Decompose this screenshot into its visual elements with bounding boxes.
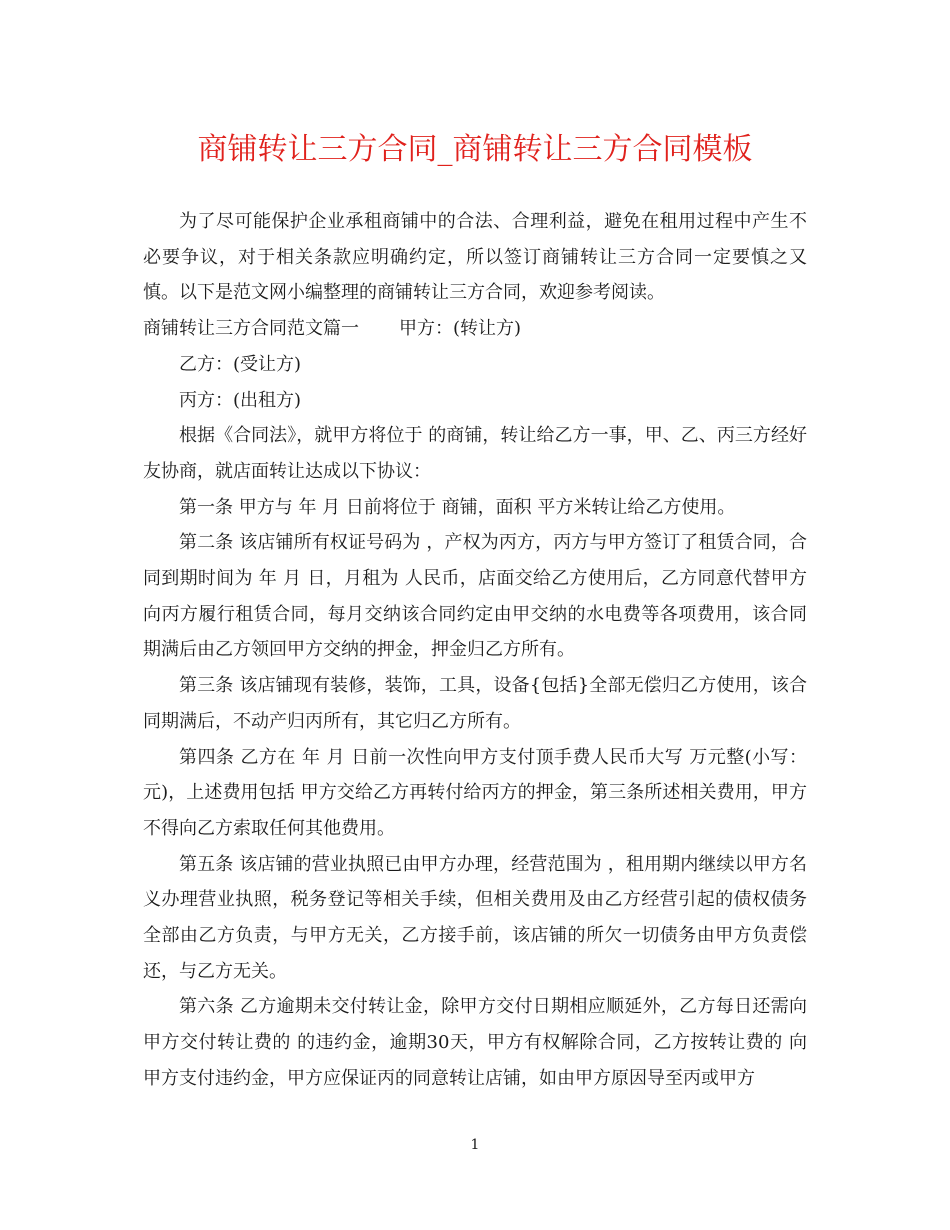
page-number: 1 xyxy=(470,1137,480,1153)
party-a: 甲方：(转让方) xyxy=(399,318,522,340)
party-c: 丙方：(出租方) xyxy=(179,389,302,411)
article-1: 第一条 甲方与 年 月 日前将位于 商铺，面积 平方米转让给乙方使用。 xyxy=(179,496,736,518)
article-6: 第六条 乙方逾期未交付转让金，除甲方交付日期相应顺延外，乙方每日还需向甲方交付转让费的 的违约金，逾期30天，甲方有权解除合同，乙方按转让费的 向甲方支付违约金，甲方应保证丙的同意转让店铺，如由甲方原因导至丙或甲方 xyxy=(143,996,807,1089)
section-heading: 商铺转让三方合同范文篇一 xyxy=(143,318,359,340)
section-heading-line xyxy=(143,311,807,347)
article-3: 第三条 该店铺现有装修，装饰，工具，设备{包括}全部无偿归乙方使用，该合同期满后，不动产归丙所有，其它归乙方所有。 xyxy=(143,675,807,732)
article-2: 第二条 该店铺所有权证号码为 ，产权为丙方，丙方与甲方签订了租赁合同，合同到期时间为 年 月 日，月租为 人民币，店面交给乙方使用后，乙方同意代替甲方向丙方履行租赁合同，每月交纳该合同约定由甲交纳的水电费等各项费用，该合同期满后由乙方领回甲方交纳的押金，押金归乙方所有。 xyxy=(143,532,807,661)
article-5: 第五条 该店铺的营业执照已由甲方办理，经营范围为 ，租用期内继续以甲方名义办理营业执照，税务登记等相关手续，但相关费用及由乙方经营引起的债权债务全部由乙方负责，与甲方无关，乙方接手前，该店铺的所欠一切债务由甲方负责偿还，与乙方无关。 xyxy=(143,853,807,982)
document-body xyxy=(143,204,807,1097)
document-title: 商铺转让三方合同_商铺转让三方合同模板 xyxy=(197,132,753,167)
party-b: 乙方：(受让方) xyxy=(179,353,302,375)
preamble-paragraph: 根据《合同法》，就甲方将位于 的商铺，转让给乙方一事，甲、乙、丙三方经好友协商，就店面转让达成以下协议： xyxy=(143,425,807,482)
intro-paragraph: 为了尽可能保护企业承租商铺中的合法、合理利益，避免在租用过程中产生不必要争议，对于相关条款应明确约定，所以签订商铺转让三方合同一定要慎之又慎。以下是范文网小编整理的商铺转让三方合同，欢迎参考阅读。 xyxy=(143,211,807,304)
article-4: 第四条 乙方在 年 月 日前一次性向甲方支付顶手费人民币大写 万元整(小写： 元)，上述费用包括 甲方交给乙方再转付给丙方的押金，第三条所述相关费用，甲方不得向乙方索取任何其他费用。 xyxy=(143,746,807,839)
